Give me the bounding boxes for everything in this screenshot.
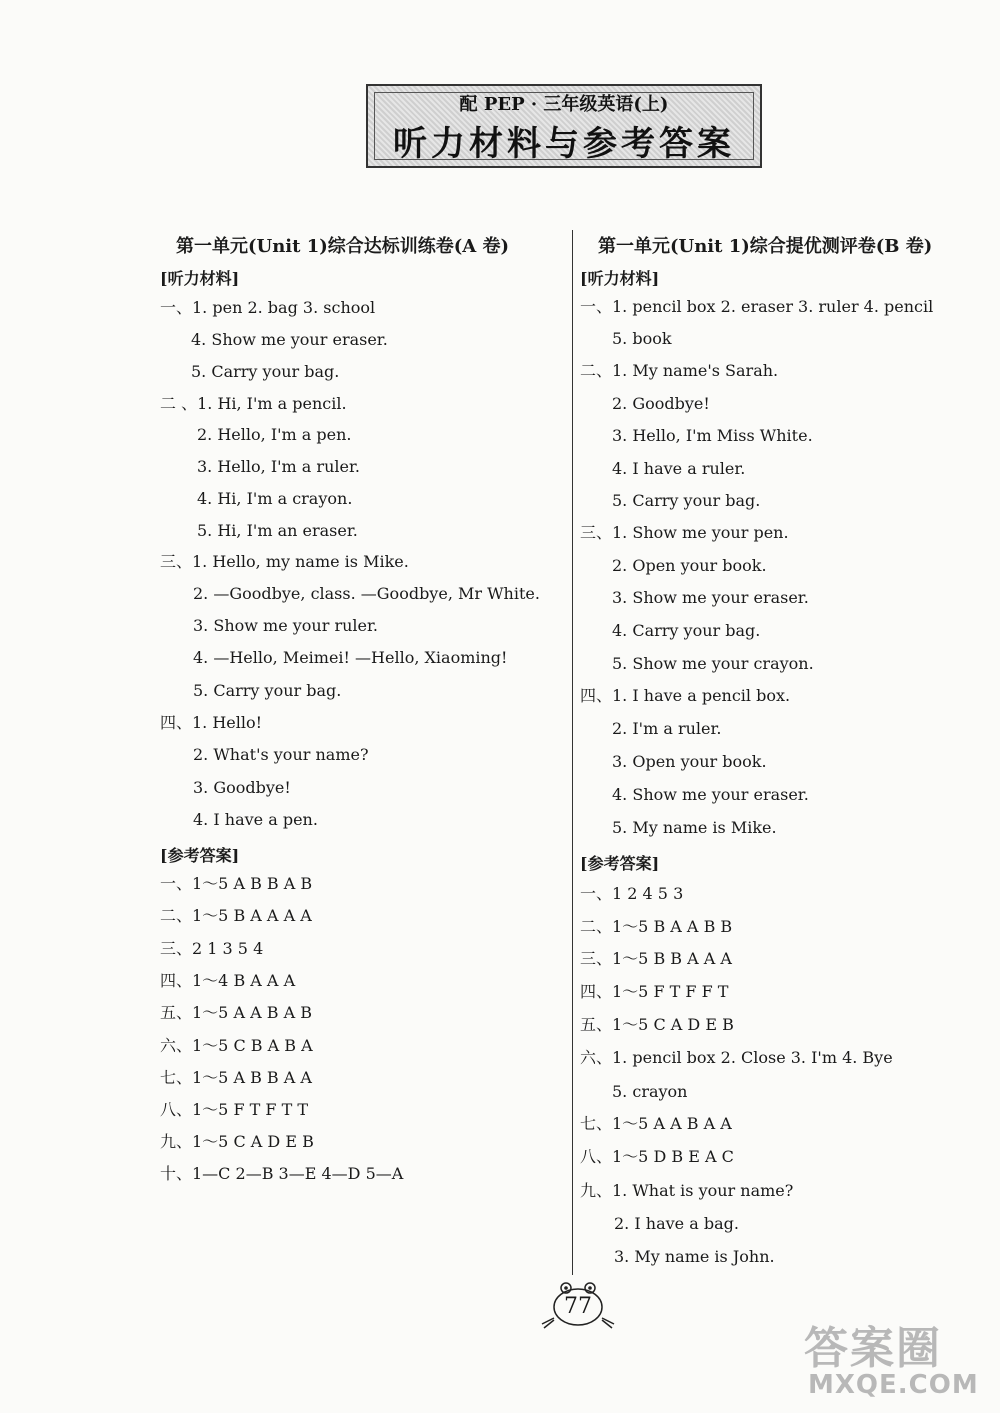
list-item: 一、1. pen 2. bag 3. school bbox=[160, 298, 376, 317]
list-item: 三、1. Show me your pen. bbox=[580, 523, 789, 542]
list-item: 4. Show me your eraser. bbox=[191, 330, 388, 349]
right-column-title: 第一单元(Unit 1)综合提优测评卷(B 卷) bbox=[598, 236, 933, 257]
title-banner bbox=[366, 84, 762, 168]
list-item: 八、1～5 F T F T T bbox=[160, 1100, 309, 1119]
list-item: 5. Carry your bag. bbox=[193, 681, 342, 700]
left-column-title: 第一单元(Unit 1)综合达标训练卷(A 卷) bbox=[176, 236, 510, 257]
list-item: 七、1～5 A A B A A bbox=[580, 1114, 732, 1133]
list-item: 3. Show me your eraser. bbox=[612, 588, 809, 607]
list-item: 5. Show me your crayon. bbox=[612, 654, 814, 673]
left-answers-header: [参考答案] bbox=[160, 846, 240, 865]
list-item: 4. —Hello, Meimei! —Hello, Xiaoming! bbox=[193, 648, 508, 667]
list-item: 三、2 1 3 5 4 bbox=[160, 939, 264, 958]
list-item: 二、1～5 B A A B B bbox=[580, 917, 733, 936]
list-item: 5. Carry your bag. bbox=[612, 491, 761, 510]
list-item: 2. I have a bag. bbox=[614, 1214, 739, 1233]
list-item: 四、1. Hello! bbox=[160, 713, 263, 732]
list-item: 5. Carry your bag. bbox=[191, 362, 340, 381]
list-item: 一、1 2 4 5 3 bbox=[580, 884, 684, 903]
list-item: 5. My name is Mike. bbox=[612, 818, 777, 837]
list-item: 一、1. pencil box 2. eraser 3. ruler 4. pencil bbox=[580, 297, 934, 316]
list-item: 2. —Goodbye, class. —Goodbye, Mr White. bbox=[193, 584, 540, 603]
list-item: 4. Carry your bag. bbox=[612, 621, 761, 640]
watermark-url: MXQE.COM bbox=[808, 1370, 979, 1400]
right-answers-header: [参考答案] bbox=[580, 854, 660, 873]
list-item: 九、1～5 C A D E B bbox=[160, 1132, 314, 1151]
list-item: 三、1. Hello, my name is Mike. bbox=[160, 552, 409, 571]
list-item: 3. Show me your ruler. bbox=[193, 616, 378, 635]
list-item: 五、1～5 C A D E B bbox=[580, 1015, 734, 1034]
list-item: 3. Goodbye! bbox=[193, 778, 291, 797]
list-item: 4. Hi, I'm a crayon. bbox=[197, 489, 353, 508]
list-item: 2. I'm a ruler. bbox=[612, 719, 722, 738]
list-item: 四、1. I have a pencil box. bbox=[580, 686, 791, 705]
list-item: 5. Hi, I'm an eraser. bbox=[197, 521, 358, 540]
list-item: 4. I have a pen. bbox=[193, 810, 318, 829]
list-item: 5. book bbox=[612, 329, 672, 348]
list-item: 二 、1. Hi, I'm a pencil. bbox=[160, 394, 347, 413]
list-item: 2. What's your name? bbox=[193, 745, 369, 764]
banner-subtitle: 配 PEP · 三年级英语(上) bbox=[459, 94, 669, 115]
page-number: 77 bbox=[564, 1294, 592, 1319]
list-item: 三、1～5 B B A A A bbox=[580, 949, 732, 968]
list-item: 3. My name is John. bbox=[614, 1247, 775, 1266]
list-item: 4. I have a ruler. bbox=[612, 459, 746, 478]
watermark bbox=[800, 1312, 1000, 1412]
list-item: 3. Open your book. bbox=[612, 752, 767, 771]
list-item: 3. Hello, I'm a ruler. bbox=[197, 457, 360, 476]
list-item: 六、1. pencil box 2. Close 3. I'm 4. Bye bbox=[580, 1048, 893, 1067]
right-listening-header: [听力材料] bbox=[580, 269, 660, 288]
list-item: 一、1～5 A B B A B bbox=[160, 874, 313, 893]
list-item: 二、1. My name's Sarah. bbox=[580, 361, 779, 380]
list-item: 2. Goodbye! bbox=[612, 394, 710, 413]
list-item: 四、1～5 F T F F T bbox=[580, 982, 729, 1001]
list-item: 五、1～5 A A B A B bbox=[160, 1003, 312, 1022]
list-item: 2. Open your book. bbox=[612, 556, 767, 575]
list-item: 二、1～5 B A A A A bbox=[160, 906, 312, 925]
list-item: 4. Show me your eraser. bbox=[612, 785, 809, 804]
list-item: 四、1～4 B A A A bbox=[160, 971, 296, 990]
left-listening-header: [听力材料] bbox=[160, 269, 240, 288]
banner-title: 听力材料与参考答案 bbox=[393, 124, 735, 164]
list-item: 七、1～5 A B B A A bbox=[160, 1068, 312, 1087]
list-item: 5. crayon bbox=[612, 1082, 688, 1101]
list-item: 十、1—C 2—B 3—E 4—D 5—A bbox=[160, 1164, 404, 1183]
column-divider bbox=[572, 230, 573, 1275]
list-item: 八、1～5 D B E A C bbox=[580, 1147, 734, 1166]
list-item: 九、1. What is your name? bbox=[580, 1181, 794, 1200]
list-item: 2. Hello, I'm a pen. bbox=[197, 425, 352, 444]
list-item: 3. Hello, I'm Miss White. bbox=[612, 426, 813, 445]
list-item: 六、1～5 C B A B A bbox=[160, 1036, 313, 1055]
watermark-logo-text: 答案圈 bbox=[804, 1323, 942, 1374]
